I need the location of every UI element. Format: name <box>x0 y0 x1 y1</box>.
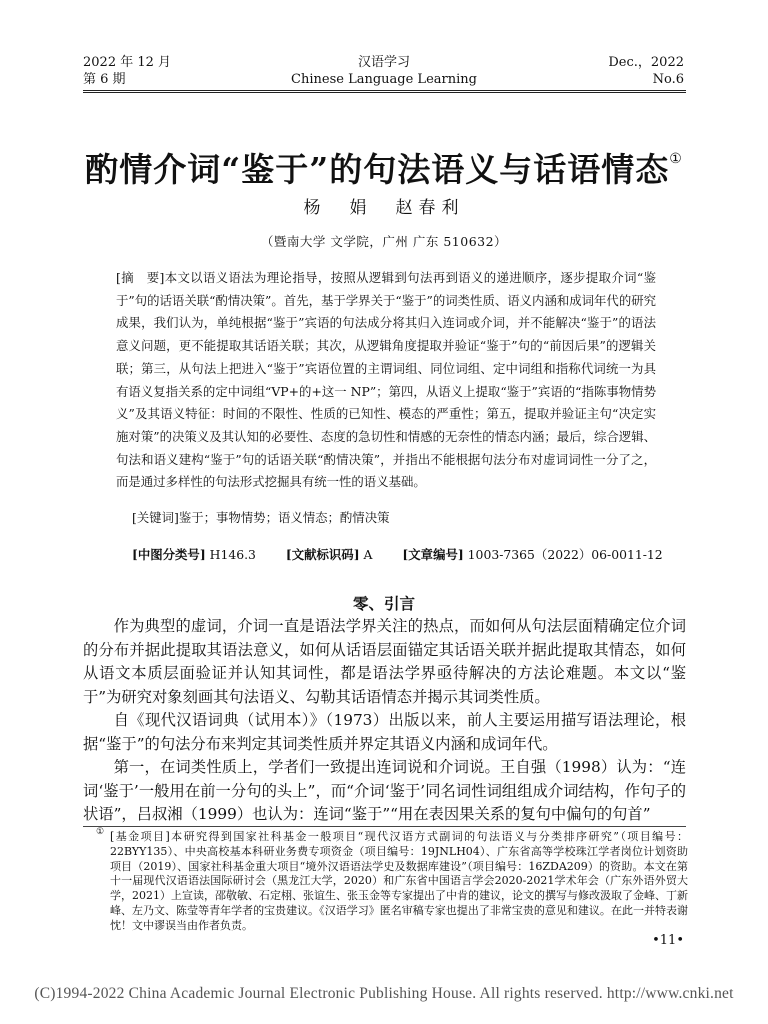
article-code <box>402 547 662 562</box>
abstract-label: [摘 要] <box>116 270 165 285</box>
footnote-rule <box>83 826 686 827</box>
section-heading: 零、引言 <box>352 594 415 613</box>
paper-authors: 杨 娟 赵春利 <box>303 198 465 218</box>
header-issue-en: No.6 <box>652 72 684 87</box>
body-paragraph: 自《现代汉语词典（试用本）》（1973）出版以来，前人主要运用描写语法理论，根据“鉴于”的句法分布来判定其词类性质并界定其语义内涵和成词年代。 <box>83 711 686 753</box>
clc-label: [中图分类号] <box>132 547 206 562</box>
title-text: 酌情介词“鉴于”的句法语义与话语情态 <box>85 150 670 189</box>
clc-value: H146.3 <box>209 547 256 562</box>
footnote: [基金项目]本研究得到国家社科基金一般项目“现代汉语方式副词的句法语义与分类排序研究”（项目编号：22BYY135）、中央高校基本科研业务费专项资金（项目编号：19JNLH04）、广东省高等学校珠江学者岗位计划资助项目（2019）、国家社科基金重大项目“境外汉语语法学史及数据库建设”（项目编号：16ZDA209）的资助。本文在第十一届现代汉语语法国际研讨会（黑龙江大学，2020）和广东省中国语言学会2020-2021学术年会（广东外语外贸大学，2021）上宣读，邵敬敏、石定栩、张谊生、张玉金等专家提出了中肯的建议，论文的撰写与修改汲取了金峰、丁新峰、左乃文、陈莹等青年学者的宝贵建议。《汉语学习》匿名审稿专家也提出了非常宝贵的意见和建议。在此一并特表谢忱！文中谬误当由作者负责。 <box>110 830 688 932</box>
article-value: 1003-7365（2022）06-0011-12 <box>467 547 663 562</box>
author-affiliation: （暨南大学 文学院，广州 广东 510632） <box>260 234 508 249</box>
keywords <box>132 508 652 528</box>
copyright-notice: (C)1994-2022 China Academic Journal Electronic Publishing House. All rights reserved. http://www.cnki.net <box>34 985 734 1002</box>
doc-label: [文献标识码] <box>285 547 360 562</box>
header-journal-en: Chinese Language Learning <box>291 72 477 87</box>
footnote-marker: ① <box>96 827 105 837</box>
clc-code <box>132 547 256 562</box>
abstract <box>116 267 656 494</box>
header-date: 2022 年 12 月 <box>83 55 172 70</box>
header-rule <box>83 92 686 93</box>
keywords-label: [关键词] <box>132 510 179 525</box>
header-rule <box>83 90 686 91</box>
doc-code <box>286 547 373 562</box>
keywords-text: 鉴于；事物情势；语义情态；酌情决策 <box>178 510 390 525</box>
abstract-text: 本文以语义语法为理论指导，按照从逻辑到句法再到语义的递进顺序，逐步提取介词“鉴于”句的话语关联“酌情决策”。首先，基于学界关于“鉴于”的词类性质、语义内涵和成词年代的研究成果，我们认为，单纯根据“鉴于”宾语的句法成分将其归入连词或介词，并不能解决“鉴于”的语法意义问题，更不能提取其话语关联；其次，从逻辑角度提取并验证“鉴于”句的“前因后果”的逻辑关联；第三，从句法上把进入“鉴于”宾语位置的主谓词组、同位词组、定中词组和指称代词统一为具有语义复指关系的定中词组“VP+的+这一 NP”；第四，从语义上提取“鉴于”宾语的“指陈事物情势义”及其语义特征：时间的不限性、性质的已知性、模态的严重性；第五，提取并验证主句“决定实施对策”的决策义及其认知的必要性、态度的急切性和情感的无奈性的情态内涵；最后，综合逻辑、句法和语义建构“鉴于”句的话语关联“酌情决策”，并指出不能根据句法分布对虚词词性一分了之，而是通过多样性的句法形式挖掘具有统一性的语义基础。 <box>116 270 656 490</box>
page-number: •11• <box>652 933 684 948</box>
journal-date-en <box>608 54 684 88</box>
body-paragraph: 第一，在词类性质上，学者们一致提出连词说和介词说。王自强（1998）认为：“连词‘鉴于’一般用在前一分句的头上”，而“介词‘鉴于’同名词性词组组成介词结构，作句子的状语”，吕叔湘（1999）也认为：连词“鉴于”“用在表因果关系的复句中偏句的句首” <box>83 758 686 823</box>
body-paragraph: 作为典型的虚词，介词一直是语法学界关注的热点，而如何从句法层面精确定位介词的分布并据此提取其语法意义，如何从话语层面锚定其话语关联并据此提取其情态，如何从语文本质层面验证并认知其词性，都是语法学界亟待解决的方法论难题。本文以“鉴于”为研究对象刻画其句法语义、勾勒其话语情态并揭示其词类性质。 <box>83 617 686 706</box>
body-text <box>83 615 686 827</box>
article-label: [文章编号] <box>402 547 464 562</box>
classification-line <box>132 545 672 565</box>
header-issue: 第 6 期 <box>83 72 126 87</box>
header-date-en: Dec.，2022 <box>608 55 684 70</box>
title-footnote-marker[interactable]: ① <box>669 151 683 167</box>
doc-value: A <box>363 547 373 562</box>
header-journal-cn: 汉语学习 <box>357 55 410 70</box>
paper-title <box>0 138 768 191</box>
